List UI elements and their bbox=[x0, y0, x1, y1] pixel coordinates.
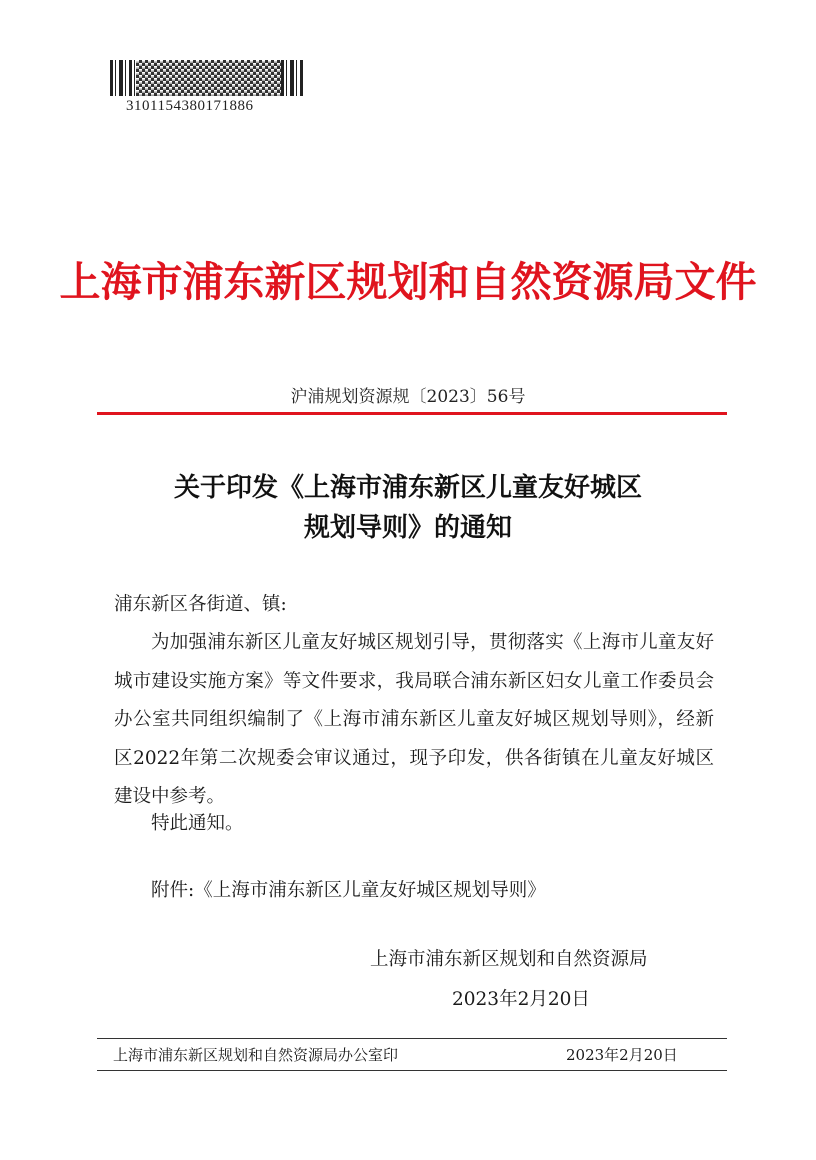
barcode-image bbox=[110, 60, 305, 96]
addressee: 浦东新区各街道、镇: bbox=[114, 594, 287, 615]
closing-line: 特此通知。 bbox=[151, 813, 244, 834]
issuing-authority-header: 上海市浦东新区规划和自然资源局文件 bbox=[59, 258, 757, 306]
notice-title-line-1: 关于印发《上海市浦东新区儿童友好城区 bbox=[173, 473, 642, 503]
red-divider bbox=[97, 412, 727, 415]
signing-authority: 上海市浦东新区规划和自然资源局 bbox=[370, 949, 648, 970]
notice-body: 为加强浦东新区儿童友好城区规划引导，贯彻落实《上海市儿童友好城市建设实施方案》等文件要求，我局联合浦东新区妇女儿童工作委员会办公室共同组织编制了《上海市浦东新区儿童友好城区规划导则》，经新区2022年第二次规委会审议通过，现予印发，供各街镇在儿童友好城区建设中参考。 bbox=[114, 632, 714, 807]
barcode-number: 3101154380171886 bbox=[126, 98, 254, 114]
barcode-pattern bbox=[136, 60, 281, 96]
footer-printing-office: 上海市浦东新区规划和自然资源局办公室印 bbox=[113, 1046, 399, 1064]
attachment-line: 附件:《上海市浦东新区儿童友好城区规划导则》 bbox=[151, 880, 546, 901]
document-number: 沪浦规划资源规〔2023〕56号 bbox=[290, 387, 526, 407]
signing-date: 2023年2月20日 bbox=[452, 989, 590, 1010]
notice-title-line-2: 规划导则》的通知 bbox=[303, 513, 512, 543]
footer-bottom-rule bbox=[97, 1070, 727, 1071]
footer-print-date: 2023年2月20日 bbox=[566, 1046, 678, 1064]
notice-title bbox=[0, 468, 816, 548]
footer-top-rule bbox=[97, 1038, 727, 1039]
